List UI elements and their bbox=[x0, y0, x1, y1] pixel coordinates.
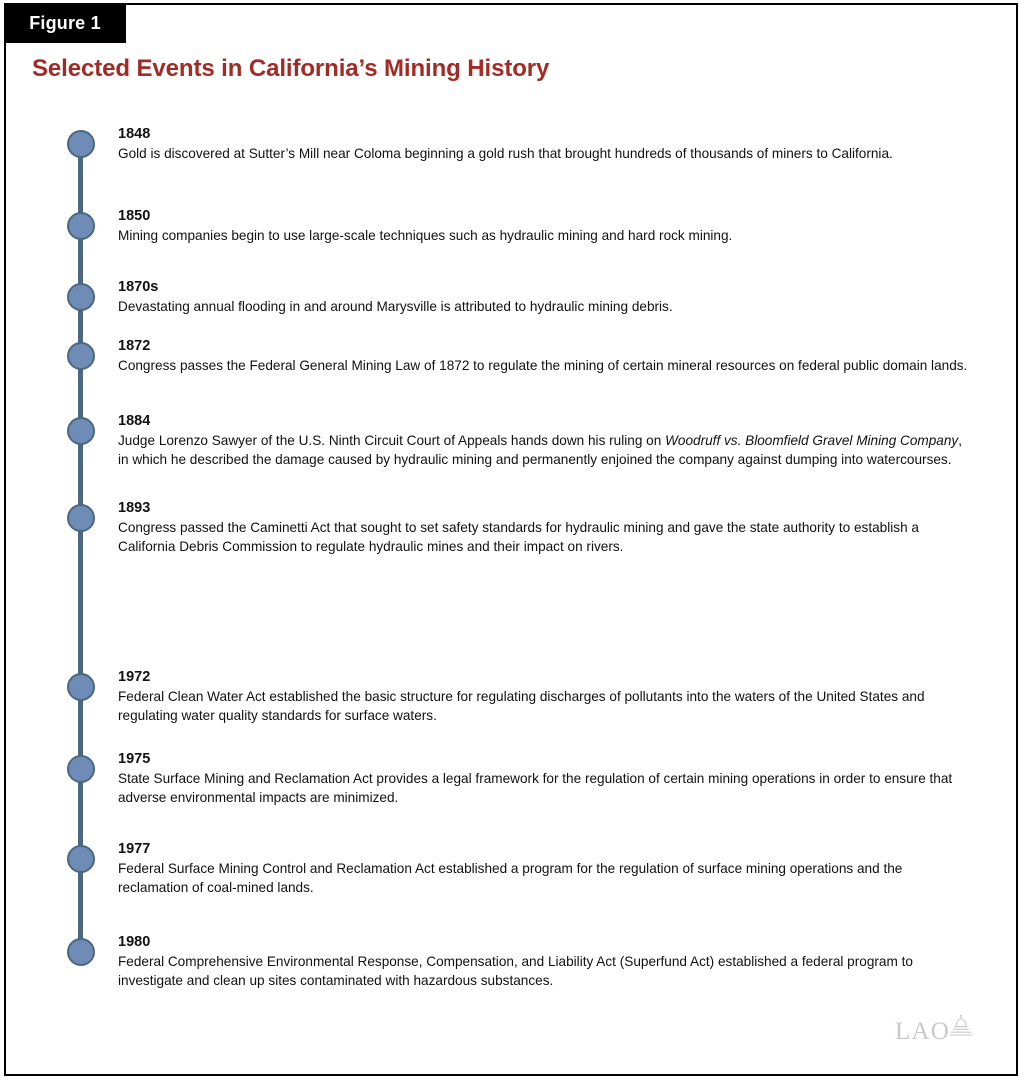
timeline-dot-1848 bbox=[67, 130, 95, 158]
timeline-dot-1972 bbox=[67, 673, 95, 701]
timeline-dot-1893 bbox=[67, 504, 95, 532]
timeline-dot-1884 bbox=[67, 417, 95, 445]
timeline-entry-year: 1975 bbox=[118, 751, 151, 767]
timeline-dot-1850 bbox=[67, 212, 95, 240]
timeline-entry-year: 1884 bbox=[118, 413, 151, 429]
timeline-entry bbox=[118, 279, 970, 317]
timeline-entry bbox=[118, 841, 970, 897]
timeline-entry-description: Gold is discovered at Sutter’s Mill near Coloma beginning a gold rush that brought hundreds of thousands of miners to California. bbox=[118, 146, 893, 161]
lao-logo bbox=[895, 1014, 974, 1044]
lao-logo-text: LAO bbox=[895, 1018, 950, 1045]
case-name-italic: Woodruff vs. Bloomfield Gravel Mining Company bbox=[665, 433, 959, 448]
timeline-entry-year: 1972 bbox=[118, 669, 151, 685]
timeline-axis-line bbox=[78, 144, 83, 952]
timeline-entry-year: 1977 bbox=[118, 841, 151, 857]
timeline-dot-1870s bbox=[67, 283, 95, 311]
timeline-entry-year: 1893 bbox=[118, 500, 151, 516]
description-text-lead: Judge Lorenzo Sawyer of the U.S. Ninth Circuit Court of Appeals hands down his ruling on bbox=[118, 433, 666, 448]
timeline-entry-description bbox=[118, 432, 970, 469]
timeline-entry bbox=[118, 413, 970, 469]
capitol-dome-icon bbox=[948, 1014, 974, 1043]
timeline-dot-1872 bbox=[67, 342, 95, 370]
figure-frame bbox=[4, 3, 1018, 1076]
timeline-entry-description: State Surface Mining and Reclamation Act provides a legal framework for the regulation of certain mining operations in order to ensure that adverse environmental impacts are minimized. bbox=[118, 771, 953, 805]
timeline-entry-description: Devastating annual flooding in and around Marysville is attributed to hydraulic mining debris. bbox=[118, 299, 673, 314]
timeline-entry bbox=[118, 500, 970, 556]
timeline-entry-description: Federal Comprehensive Environmental Response, Compensation, and Liability Act (Superfund Act) established a federal program to investigate and clean up sites contaminated with hazardous substances. bbox=[118, 954, 913, 988]
timeline-entry-description: Congress passed the Caminetti Act that sought to set safety standards for hydraulic mining and gave the state authority to establish a California Debris Commission to regulate hydraulic mines and their impact on rivers. bbox=[118, 520, 919, 554]
timeline-dot-1977 bbox=[67, 845, 95, 873]
timeline-entry-year: 1870s bbox=[118, 279, 159, 295]
description-text-tail: , in which he described the damage caused by hydraulic mining and permanently enjoined the company against dumping into watercourses. bbox=[118, 433, 962, 467]
page-title: Selected Events in California’s Mining History bbox=[32, 55, 550, 82]
timeline-entry-year: 1850 bbox=[118, 208, 151, 224]
timeline-entry bbox=[118, 338, 970, 376]
timeline-entry bbox=[118, 751, 970, 807]
timeline bbox=[6, 5, 1018, 1076]
timeline-entry-year: 1980 bbox=[118, 934, 151, 950]
timeline-entry-description: Federal Surface Mining Control and Reclamation Act established a program for the regulation of surface mining operations and the reclamation of coal-mined lands. bbox=[118, 861, 903, 895]
timeline-entry bbox=[118, 208, 970, 246]
timeline-entry bbox=[118, 126, 970, 164]
timeline-entry-year: 1848 bbox=[118, 126, 151, 142]
timeline-entry bbox=[118, 669, 970, 725]
timeline-entry-description: Mining companies begin to use large-scale techniques such as hydraulic mining and hard rock mining. bbox=[118, 228, 733, 243]
figure-number-label: Figure 1 bbox=[29, 12, 101, 33]
timeline-entry-description: Federal Clean Water Act established the basic structure for regulating discharges of pollutants into the waters of the United States and regulating water quality standards for surface waters. bbox=[118, 689, 925, 723]
timeline-entry-description: Congress passes the Federal General Mining Law of 1872 to regulate the mining of certain mineral resources on federal public domain lands. bbox=[118, 358, 968, 373]
timeline-entry-year: 1872 bbox=[118, 338, 151, 354]
timeline-entry bbox=[118, 934, 970, 990]
timeline-dot-1975 bbox=[67, 755, 95, 783]
timeline-dot-1980 bbox=[67, 938, 95, 966]
